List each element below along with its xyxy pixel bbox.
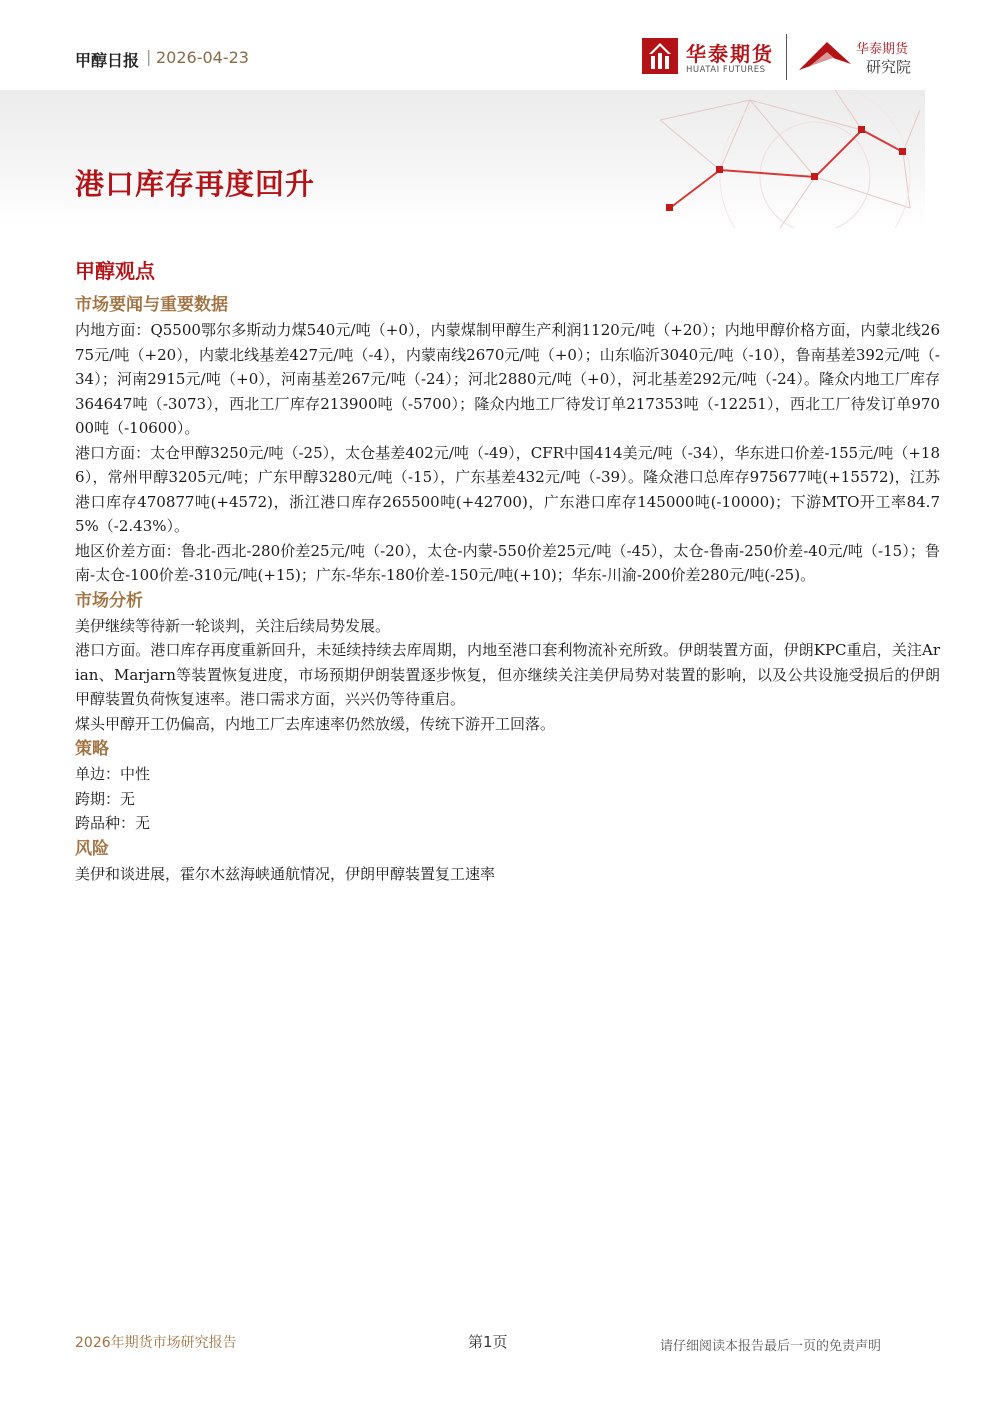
market-news-inland-paragraph: 内地方面：Q5500鄂尔多斯动力煤540元/吨（+0），内蒙煤制甲醇生产利润1120元/吨（+20）；内地甲醇价格方面，内蒙北线2675元/吨（+20），内蒙北线基差427元/吨（-4），内蒙南线2670元/吨（+0）；山东临沂3040元/吨（-10），鲁南基差392元/吨（-34）；河南2915元/吨（+0），河南基差267元/吨（-24）；河北2880元/吨（+0），河北基差292元/吨（-24）。隆众内地工厂库存364647吨（-3073），西北工厂库存213900吨（-5700）；隆众内地工厂待发订单217353吨（-12251），西北工厂待发订单97000吨（-10600）。	[75, 321, 940, 437]
footer-report-name: 2026年期货市场研究报告	[75, 1335, 237, 1351]
analysis-paragraph: 煤头甲醇开工仍偏高，内地工厂去库速率仍然放缓，传统下游开工回落。	[75, 714, 556, 733]
institute-name-line2: 研究院	[866, 58, 912, 76]
strategy-line-unilateral: 单边：中性	[75, 765, 151, 783]
logo-name-cn: 华泰期货	[686, 42, 774, 66]
footer-disclaimer-note: 请仔细阅读本报告最后一页的免责声明	[660, 1339, 882, 1354]
strategy-line-intertemporal: 跨期：无	[75, 789, 136, 808]
report-date: 2026-04-23	[156, 48, 249, 67]
view-heading: 甲醇观点	[75, 259, 155, 283]
market-news-spread-paragraph: 地区价差方面：鲁北-西北-280价差25元/吨（-20），太仓-内蒙-550价差25元/吨（-45），太仓-鲁南-250价差-40元/吨（-15）；鲁南-太仓-100价差-310元/吨(+15)；广东-华东-180价差-150元/吨(+10)；华东-川渝-200价差280元/吨(-25)。	[75, 541, 940, 584]
report-type: 甲醇日报	[75, 51, 140, 70]
header-separator: |	[146, 47, 152, 66]
analysis-heading: 市场分析	[75, 590, 143, 611]
logo-name-en: HUATAI FUTURES	[686, 65, 766, 75]
page-header	[0, 0, 992, 100]
title-banner	[0, 90, 925, 228]
risk-heading: 风险	[75, 838, 109, 859]
company-logo	[642, 34, 932, 84]
institute-logo-icon	[797, 38, 853, 74]
logo-divider	[786, 34, 787, 80]
huatai-logo-icon	[642, 38, 678, 74]
market-news-port-paragraph: 港口方面：太仓甲醇3250元/吨（-25），太仓基差402元/吨（-49），CFR中国414美元/吨（-34），华东进口价差-155元/吨（+186），常州甲醇3205元/吨；广东甲醇3280元/吨（-15），广东基差432元/吨（-39）。隆众港口总库存975677吨(+15572)，江苏港口库存470877吨(+4572)，浙江港口库存265500吨(+42700)，广东港口库存145000吨(-10000)；下游MTO开工率84.75%（-2.43%）。	[75, 443, 940, 535]
strategy-heading: 策略	[75, 739, 109, 759]
analysis-paragraph: 美伊继续等待新一轮谈判，关注后续局势发展。	[75, 616, 391, 635]
analysis-paragraph: 港口方面。港口库存再度重新回升，未延续持续去库周期，内地至港口套利物流补充所致。伊朗装置方面，伊朗KPC重启，关注Arian、Marjarn等装置恢复进度，市场预期伊朗装置逐步恢复，但亦继续关注美伊局势对装置的影响，以及公共设施受损后的伊朗甲醇装置负荷恢复速率。港口需求方面，兴兴仍等待重启。	[75, 641, 940, 708]
footer-page-number: 第1页	[468, 1333, 508, 1351]
page-title: 港口库存再度回升	[75, 167, 316, 201]
institute-name-line1: 华泰期货	[856, 42, 909, 57]
strategy-line-cross-variety: 跨品种：无	[75, 814, 151, 832]
report-body	[75, 256, 940, 886]
market-news-heading: 市场要闻与重要数据	[75, 295, 228, 315]
risk-text: 美伊和谈进展，霍尔木兹海峡通航情况，伊朗甲醇装置复工速率	[75, 864, 496, 883]
network-decoration-icon	[600, 90, 925, 228]
